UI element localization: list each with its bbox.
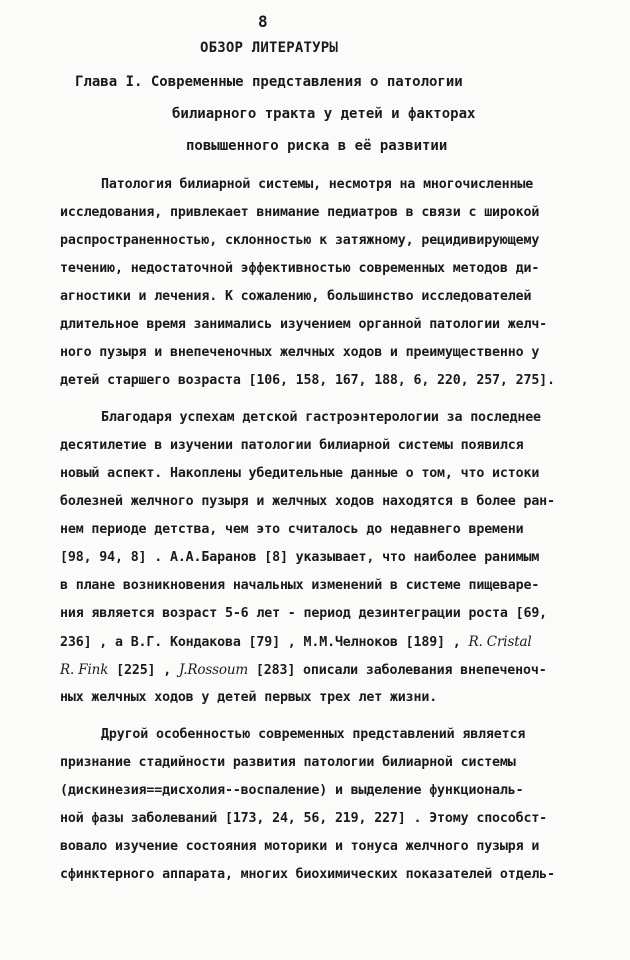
paragraph-2-line-7: в плане возникновения начальных изменений в системе пищеваре- <box>60 578 540 593</box>
section-title: ОБЗОР ЛИТЕРАТУРЫ <box>200 40 339 56</box>
paragraph-2-line-11: ных желчных ходов у детей первых трех лет жизни. <box>60 690 438 705</box>
paragraph-2-line-6: [98, 94, 8] . А.А.Баранов [8] указывает, что наиболее ранимым <box>60 550 540 565</box>
paragraph-2-line-2: десятилетие в изучении патологии билиарной системы появился <box>60 438 524 453</box>
handwritten-name-rossoum: J.Rossoum <box>178 662 249 678</box>
paragraph-3-line-4: ной фазы заболеваний [173, 24, 56, 219, 227] . Этому способст- <box>60 811 548 826</box>
paragraph-3-line-5: вовало изучение состояния моторики и тонуса желчного пузыря и <box>60 839 540 854</box>
page-number: 8 <box>258 12 268 31</box>
handwritten-name-cristal: R. Cristal <box>468 634 532 650</box>
paragraph-2-line-4: болезней желчного пузыря и желчных ходов находятся в более ран- <box>60 494 555 509</box>
paragraph-3-line-2: признание стадийности развития патологии билиарной системы <box>60 755 516 770</box>
paragraph-1-line-1: Патология билиарной системы, несмотря на многочисленные <box>101 177 534 192</box>
paragraph-2-line-3: новый аспект. Накоплены убедительные данные о том, что истоки <box>60 466 540 481</box>
paragraph-2-line-9 <box>60 634 532 650</box>
paragraph-2-line-10 <box>60 662 547 678</box>
paragraph-3-line-1: Другой особенностью современных представлений является <box>101 727 526 742</box>
paragraph-1-line-2: исследования, привлекает внимание педиатров в связи с широкой <box>60 205 540 220</box>
chapter-title-line-1: Глава I. Современные представления о патологии <box>75 74 463 90</box>
paragraph-2-line-5: нем периоде детства, чем это считалось до недавнего времени <box>60 522 524 537</box>
chapter-title-line-2: билиарного тракта у детей и факторах <box>172 106 476 122</box>
paragraph-1-line-8: детей старшего возраста [106, 158, 167, 188, 6, 220, 257, 275]. <box>60 373 555 388</box>
paragraph-2-line-9-text: 236] , а В.Г. Кондакова [79] , М.М.Челноков [189] , <box>60 635 461 650</box>
paragraph-2-line-10-rest: [283] описали заболевания внепеченоч- <box>255 663 547 678</box>
paragraph-2-line-1: Благодаря успехам детской гастроэнтерологии за последнее <box>101 410 541 425</box>
paragraph-1-line-7: ного пузыря и внепеченочных желчных ходов и преимущественно у <box>60 345 540 360</box>
reference-225: [225] , <box>116 663 172 678</box>
paragraph-3-line-3: (дискинезия==дисхолия--воспаление) и выделение функциональ- <box>60 783 524 798</box>
paragraph-1-line-3: распространенностью, склонностью к затяжному, рецидивирующему <box>60 233 540 248</box>
handwritten-name-fink: R. Fink <box>60 662 109 678</box>
paragraph-1-line-6: длительное время занимались изучением органной патологии желч- <box>60 317 548 332</box>
paragraph-1-line-4: течению, недостаточной эффективностью современных методов ди- <box>60 261 540 276</box>
paragraph-3-line-6: сфинктерного аппарата, многих биохимических показателей отдель- <box>60 867 555 882</box>
chapter-title-line-3: повышенного риска в её развитии <box>186 138 448 154</box>
paragraph-2-line-8: ния является возраст 5-6 лет - период дезинтеграции роста [69, <box>60 606 548 621</box>
paragraph-1-line-5: агностики и лечения. К сожалению, большинство исследователей <box>60 289 532 304</box>
